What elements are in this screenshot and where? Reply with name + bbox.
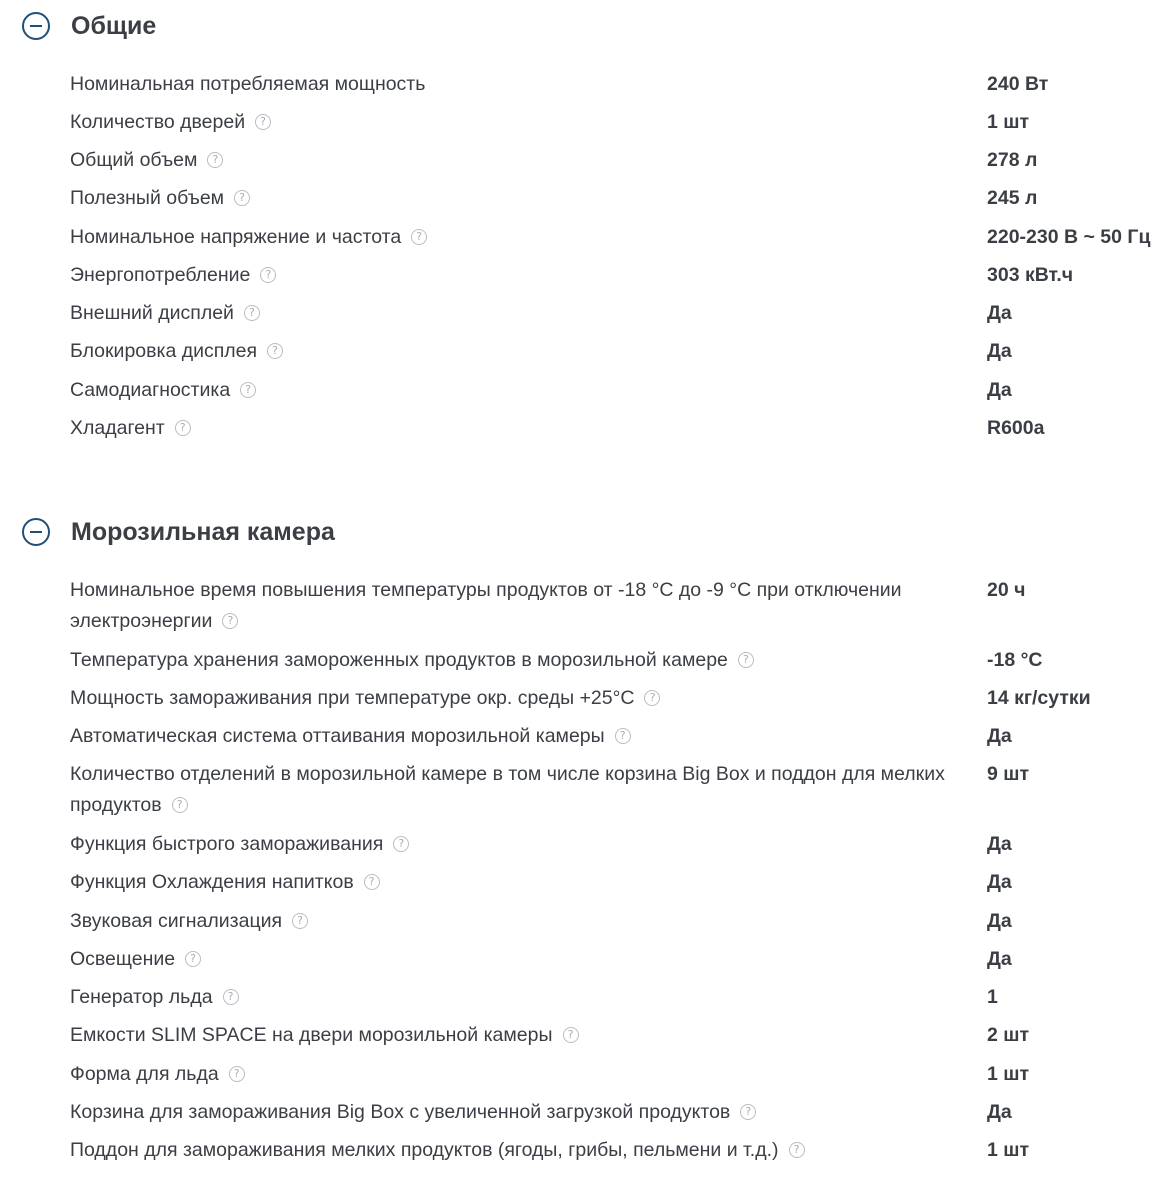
spec-label-text: Энергопотребление: [70, 264, 251, 286]
spec-label-text: Полезный объем: [70, 187, 225, 209]
section-title: Общие: [71, 11, 157, 40]
spec-label: [70, 298, 965, 329]
spec-label: [70, 906, 965, 937]
spec-label: [70, 683, 965, 714]
spec-label: [70, 69, 965, 100]
spec-label-text: Функция быстрого замораживания: [70, 833, 384, 855]
spec-label-text: Количество отделений в морозильной камере в том числе корзина Big Box и поддон для мелких продуктов: [70, 763, 945, 816]
spec-label: [70, 759, 965, 821]
spec-value: 303 кВт.ч: [987, 264, 1074, 286]
spec-value: Да: [987, 871, 1012, 893]
spec-label: [70, 336, 965, 367]
spec-value: 1 шт: [987, 1063, 1030, 1085]
help-icon[interactable]: ?: [292, 913, 308, 929]
help-icon[interactable]: ?: [185, 951, 201, 967]
help-icon[interactable]: ?: [172, 797, 188, 813]
spec-label: [70, 260, 965, 291]
help-icon[interactable]: ?: [364, 874, 380, 890]
spec-label-text: Мощность замораживания при температуре окр. среды +25°C: [70, 687, 635, 709]
spec-label: [70, 183, 965, 214]
spec-value: 278 л: [987, 149, 1038, 171]
spec-label-text: Хладагент: [70, 417, 165, 439]
spec-label: [70, 721, 965, 752]
spec-value: 20 ч: [987, 579, 1026, 601]
spec-value: Да: [987, 725, 1012, 747]
section-title: Морозильная камера: [71, 517, 335, 546]
spec-label-text: Общий объем: [70, 149, 198, 171]
spec-value: 240 Вт: [987, 73, 1049, 95]
help-icon[interactable]: ?: [615, 728, 631, 744]
spec-label-text: Емкости SLIM SPACE на двери морозильной камеры: [70, 1024, 553, 1046]
spec-value: Да: [987, 1101, 1012, 1123]
help-icon[interactable]: ?: [260, 267, 276, 283]
spec-label-text: Форма для льда: [70, 1063, 219, 1085]
spec-label-text: Поддон для замораживания мелких продуктов (ягоды, грибы, пельмени и т.д.): [70, 1139, 779, 1161]
spec-value: 14 кг/сутки: [987, 687, 1091, 709]
help-icon[interactable]: ?: [229, 1066, 245, 1082]
spec-value: Да: [987, 948, 1012, 970]
help-icon[interactable]: ?: [411, 229, 427, 245]
spec-label: [70, 1020, 965, 1051]
help-icon[interactable]: ?: [222, 613, 238, 629]
spec-value: 9 шт: [987, 763, 1030, 785]
spec-label: [70, 575, 965, 637]
spec-label: [70, 145, 965, 176]
spec-label: [70, 107, 965, 138]
spec-value: R600a: [987, 417, 1045, 439]
spec-label-text: Внешний дисплей: [70, 302, 234, 324]
spec-label: [70, 375, 965, 406]
spec-value: 1 шт: [987, 1139, 1030, 1161]
collapse-icon[interactable]: [22, 12, 50, 40]
spec-label: [70, 222, 965, 253]
spec-label: [70, 867, 965, 898]
spec-value: 2 шт: [987, 1024, 1030, 1046]
spec-value: 220-230 В ~ 50 Гц: [987, 226, 1151, 248]
help-icon[interactable]: ?: [563, 1027, 579, 1043]
spec-label-text: Генератор льда: [70, 986, 213, 1008]
help-icon[interactable]: ?: [175, 420, 191, 436]
spec-label-text: Номинальное время повышения температуры продуктов от -18 °C до -9 °C при отключении электроэнергии: [70, 579, 902, 632]
help-icon[interactable]: ?: [738, 652, 754, 668]
spec-value: Да: [987, 910, 1012, 932]
spec-label-text: Количество дверей: [70, 111, 246, 133]
spec-label-text: Номинальная потребляемая мощность: [70, 73, 426, 95]
spec-value: Да: [987, 340, 1012, 362]
help-icon[interactable]: ?: [789, 1142, 805, 1158]
spec-label: [70, 413, 965, 444]
spec-value: Да: [987, 302, 1012, 324]
spec-label-text: Температура хранения замороженных продуктов в морозильной камере: [70, 649, 728, 671]
spec-label: [70, 1135, 965, 1166]
section-general-header: [22, 10, 156, 42]
help-icon[interactable]: ?: [393, 836, 409, 852]
spec-label-text: Звуковая сигнализация: [70, 910, 283, 932]
help-icon[interactable]: ?: [240, 382, 256, 398]
help-icon[interactable]: ?: [223, 989, 239, 1005]
spec-label: [70, 829, 965, 860]
spec-label: [70, 1059, 965, 1090]
help-icon[interactable]: ?: [234, 190, 250, 206]
spec-label-text: Блокировка дисплея: [70, 340, 258, 362]
help-icon[interactable]: ?: [267, 343, 283, 359]
spec-label-text: Автоматическая система оттаивания морозильной камеры: [70, 725, 605, 747]
spec-value: -18 °C: [987, 649, 1043, 671]
spec-label: [70, 982, 965, 1013]
spec-label-text: Освещение: [70, 948, 176, 970]
spec-value: 1: [987, 986, 998, 1008]
help-icon[interactable]: ?: [740, 1104, 756, 1120]
spec-value: 245 л: [987, 187, 1038, 209]
spec-label-text: Номинальное напряжение и частота: [70, 226, 402, 248]
spec-label: [70, 645, 965, 676]
spec-label-text: Корзина для замораживания Big Box с увеличенной загрузкой продуктов: [70, 1101, 731, 1123]
spec-label: [70, 944, 965, 975]
spec-label-text: Самодиагностика: [70, 379, 231, 401]
spec-value: Да: [987, 379, 1012, 401]
spec-label-text: Функция Охлаждения напитков: [70, 871, 354, 893]
help-icon[interactable]: ?: [207, 152, 223, 168]
spec-value: Да: [987, 833, 1012, 855]
section-freezer-header: [22, 516, 335, 548]
collapse-icon[interactable]: [22, 518, 50, 546]
spec-label: [70, 1097, 965, 1128]
help-icon[interactable]: ?: [644, 690, 660, 706]
help-icon[interactable]: ?: [255, 114, 271, 130]
spec-value: 1 шт: [987, 111, 1030, 133]
help-icon[interactable]: ?: [244, 305, 260, 321]
